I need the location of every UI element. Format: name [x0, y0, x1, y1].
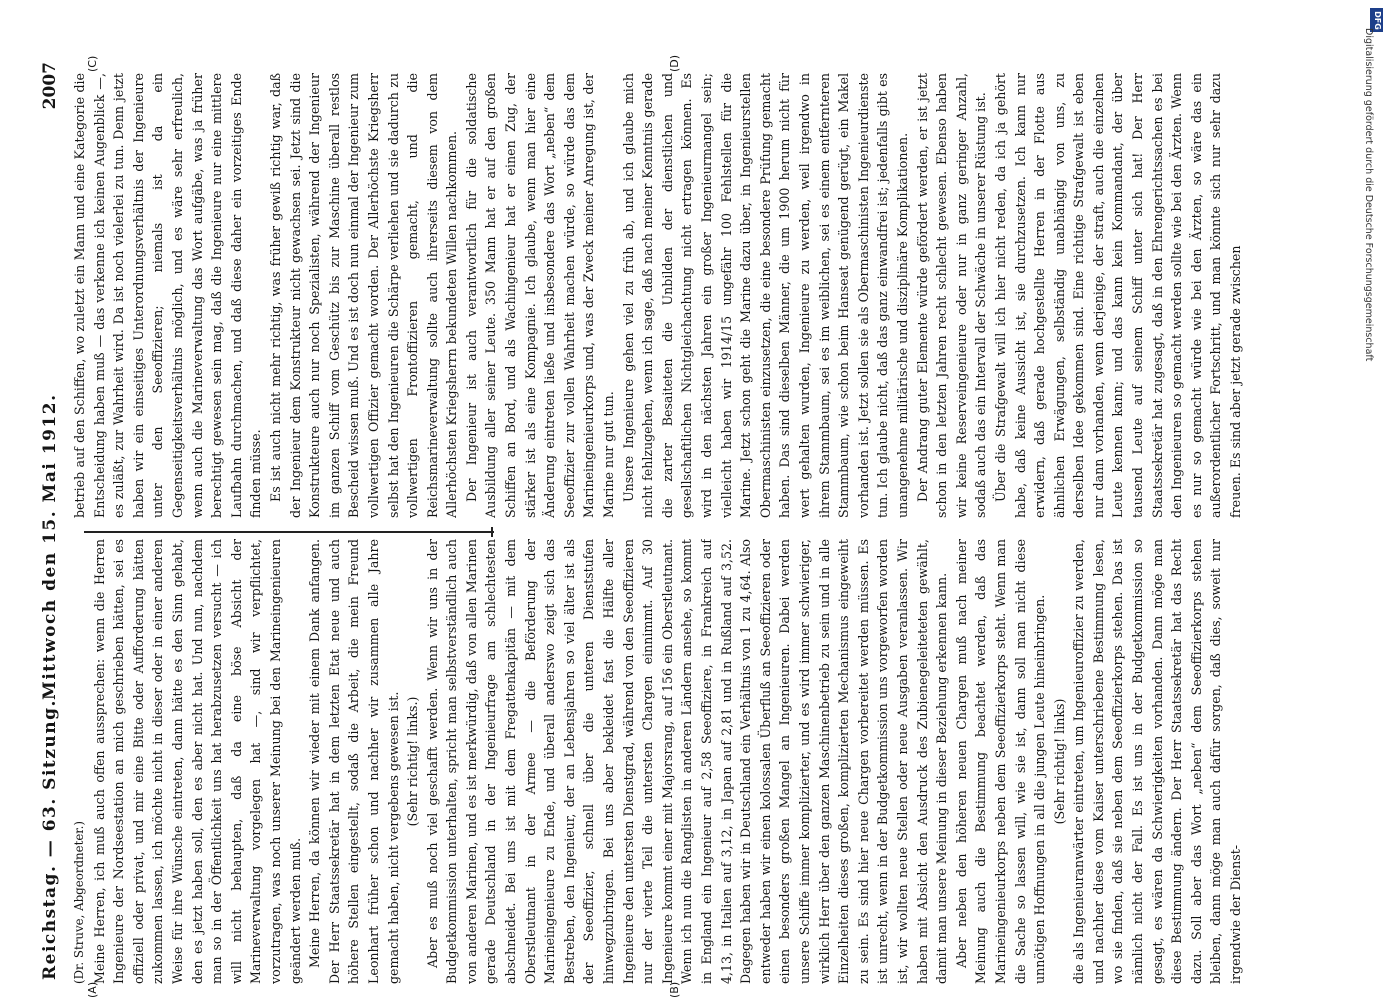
margin-marker-c: (C)	[86, 55, 99, 72]
right-column	[70, 73, 1270, 518]
margin-marker-d: (D)	[668, 54, 681, 72]
column-divider	[84, 531, 494, 533]
paragraph: Der Andrang guter Elemente würde gefördert werden, er ist jetzt schon in den letzten Jahren recht schlecht gewesen. Ebenso haben wir keine Reserveingenieure oder nur in ganz geringer Anzahl, sodaß auch das ein Intervall der Schwäche in unserer Rüstung ist.	[914, 73, 989, 518]
paragraph: die als Ingenieuranwärter eintreten, um Ingenieuroffizier zu werden, und nachher diese vom Kaiser unterschriebene Bestimmung lesen, wo sie finden, daß sie neben dem Seeoffizierkorps stehen. Das ist nämlich nicht der Fall. Es ist uns in der Budgetkommission so gesagt, es wären da Schwierigkeiten vorhanden. Dann möge man diese Bestimmung ändern. Der Herr Staatssekretär hat das Recht dazu. Soll aber das Wort „neben“ dem Seeoffizierkorps stehen bleiben, dann möge man auch dafür sorgen, daß dies, soweit nur irgendwie der Dienst-	[1071, 539, 1244, 984]
digitization-credit: Digitalisierung gefördert durch die Deutsche Forschungsgemeinschaft	[1363, 28, 1374, 362]
paragraph: Meine Herren, ich muß auch offen aussprechen: wenn die Herren Ingenieure der Nordseestation an mich geschrieben hätten, sei es offiziell oder privat, und mir eine Bitte oder Aufforderung hätten zukommen lassen, ich möchte nicht in dieser oder in einer anderen Weise für ihre Wünsche eintreten, dann hätte es den Sinn gehabt, den es jetzt haben soll, den es aber nicht hat. Und nun, nachdem man so in der Öffentlichkeit uns hat herabzusetzen versucht — ich will nicht behaupten, daß da eine böse Absicht der Marineverwaltung vorgelegen hat —, sind wir verpflichtet, vorzutragen, was noch unserer Meinung bei den Marineingenieuren geändert werden muß.	[91, 539, 303, 984]
left-column	[70, 539, 1270, 984]
paragraph: Aber neben den höheren neuen Chargen muß nach meiner Meinung auch die Bestimmung beachtet werden, daß das Marineingenieurkorps neben dem Seeoffizierkorps steht. Wenn man die Sache so lassen will, wie sie ist, dann soll man nicht diese unnötigen Hoffnungen in all die jungen Leute hineinbringen.	[953, 539, 1048, 984]
header-session-title: Reichstag. — 63. Sitzung.	[40, 699, 60, 980]
margin-marker-b: (B)	[668, 981, 681, 998]
page-header	[36, 60, 66, 1000]
page-number: 2007	[40, 62, 60, 110]
paragraph: Unsere Ingenieure gehen viel zu früh ab, und ich glaube mich nicht fehlzugehen, wenn ich sage, daß nach meiner Kenntnis gerade die zarter Besaiteten die Unbilden der dienstlichen und gesellschaftlichen Nichtgleichachtung nicht ertragen können. Es wird in den nächsten Jahren ein großer Ingenieurmangel sein; vielleicht haben wir 1914/15 ungefähr 100 Fehlstellen für die Marine. Jetzt schon geht die Marine dazu über, in Ingenieurstellen Obermaschinisten einzusetzen, die eine besondere Prüfung gemacht haben. Das sind dieselben Männer, die um 1900 herum nicht für wert gehalten wurden, Ingenieure zu werden, weil irgendwo in ihrem Stammbaum, sei es im weiblichen, sei es einem entfernteren Stammbaum, wie schon beim Hanseat genügend gerügt, ein Makel vorhanden ist. Jetzt sollen sie als Obermaschinisten Ingenieurdienste tun. Ich glaube nicht, daß das ganz einwandfrei ist; jedenfalls gibt es unangenehme militärische und disziplinäre Komplikationen.	[620, 73, 910, 518]
margin-marker-a: (A)	[86, 981, 99, 998]
paragraph: Meine Herren, da können wir wieder mit einem Dank anfangen. Der Herr Staatssekretär hat in dem letzten Etat neue und auch höhere Stellen eingestellt, sodaß die Arbeit, die mein Freund Leonhart früher schon und nachher wir zusammen alle Jahre gemacht haben, nicht vergebens gewesen ist.	[307, 539, 401, 984]
paragraph: Der Ingenieur ist auch verantwortlich für die soldatische Ausbildung aller seiner Leute. 350 Mann hat er auf den großen Schiffen an Bord, und als Wachingenieur hat er einen Zug, der stärker ist als eine Kompagnie. Ich glaube, wenn man hier eine Änderung eintreten ließe und insbesondere das Wort „neben“ dem Seeoffizier zur vollen Wahrheit machen würde, so würde das dem Marineingenieurkorps und, was der Zweck meiner Anregung ist, der Marine nur gut tun.	[463, 73, 617, 518]
interjection: (Sehr richtig! links)	[1051, 698, 1067, 825]
rotated-document-page	[36, 54, 1276, 1000]
dfg-logo-text: DFG	[1372, 10, 1382, 30]
header-date: Mittwoch den 15. Mai 1912.	[40, 393, 60, 700]
column-divider-end	[491, 527, 493, 537]
paragraph: Es ist auch nicht mehr richtig, was früher gewiß richtig war, daß der Ingenieur dem Konstrukteur nicht gewachsen sei. Jetzt sind die Konstrukteure auch nur noch Spezialisten, während der Ingenieur im ganzen Schiff vom Geschütz bis zur Maschine überall restlos Bescheid wissen muß. Und es ist doch nun einmal der Ingenieur zum vollwertigen Offizier gemacht worden. Der Allerhöchste Kriegsherr selbst hat den Ingenieuren die Schärpe verliehen und sie dadurch zu vollwertigen Frontoffizieren gemacht, und die Reichsmarineverwaltung sollte auch ihrerseits diesem von dem Allerhöchsten Kriegsherrn bekundeten Willen nachkommen.	[267, 73, 460, 518]
paragraph: Über die Strafgewalt will ich hier nicht reden, da ich ja gehört habe, daß keine Aussicht ist, sie durchzusetzen. Ich kann nur erwidern, daß gerade hochgestellte Herren in der Flotte aus ähnlichen Erwägungen, selbständig unabhängig von uns, zu derselben Idee gekommen sind. Eine richtige Strafgewalt ist eben nur dann vorhanden, wenn derjenige, der straft, auch die einzelnen Leute kennen kann; und das kann kein Kommandant, der über tausend Leute auf seinem Schiff unter sich hat! Der Herr Staatssekretär hat zugesagt, daß in den Ehrengerichtssachen es bei den Ingenieuren so gemacht werden sollte wie bei den Ärzten. Wenn es nur so gemacht würde wie bei den Ärzten, so wäre das ein außerordentlicher Fortschritt, und man könnte sich nur sehr dazu freuen. Es sind aber jetzt gerade zwischen	[992, 73, 1244, 518]
interjection: (Sehr richtig! links.)	[405, 696, 421, 827]
speaker-line: (Dr. Struve, Abgeordneter.)	[72, 820, 86, 984]
paragraph: betrieb auf den Schiffen, wo zuletzt ein Mann und eine Kategorie die Entscheidung haben muß — das verkenne ich keinen Augenblick —, es zuläßt, zur Wahrheit wird. Da ist noch vielerlei zu tun. Denn jetzt haben wir ein einseitiges Unterordnungsverhältnis der Ingenieure unter den Seeoffizieren; niemals ist da ein Gegenseitigkeitsverhältnis möglich, und es wäre sehr erfreulich, wenn auch die Marineverwaltung das Wort aufgäbe, was ja früher berechtigt gewesen sein mag, daß die Ingenieure nur eine mittlere Laufbahn durchmachen, und daß diese daher ein vorzeitiges Ende finden müsse.	[72, 73, 264, 518]
paragraph: Aber es muß noch viel geschafft werden. Wenn wir uns in der Budgetkommission unterhalten, spricht man selbstverständlich auch von anderen Marinen, und es ist merkwürdig, daß von allen Marinen gerade Deutschland in der Ingenieurfrage am schlechtesten abschneidet. Bei uns ist mit dem Fregattenkapitän — mit dem Oberstleutnant in der Armee — die Beförderung der Marineingenieure zu Ende, und überall anderswo zeigt sich das Bestreben, den Ingenieur, der an Lebensjahren so viel älter ist als der Seeoffizier, schnell über die unteren Dienststufen hinwegzubringen. Bei uns aber bekleidet fast die Hälfte aller Ingenieure den untersten Dienstgrad, während von den Seeoffizieren nur der vierte Teil die untersten Chargen einnimmt. Auf 30 Ingenieure kommt einer mit Majorsrang, auf 156 ein Oberstleutnant. Wenn ich nun die Ranglisten in anderen Ländern ansehe, so kommt in England ein Ingenieur auf 2,58 Seeoffiziere, in Frankreich auf 4,13, in Italien auf 3,12, in Japan auf 2,81 und in Rußland auf 3,52. Dagegen haben wir in Deutschland ein Verhältnis von 1 zu 4,64. Also entweder haben wir einen kolossalen Überfluß an Seeoffizieren oder einen besonders großen Mangel an Ingenieuren. Dabei werden unsere Schiffe immer komplizierter, und es wird immer schwieriger, wirklich Herr über den ganzen Maschinenbetrieb zu sein und in alle Einzelheiten dieses großen, komplizierten Mechanismus eingeweiht zu sein. Es sind hier neue Chargen vorbereitet werden müssen. Es ist unrecht, wenn in der Budgetkommission uns vorgeworfen worden ist, wir wollten neue Stellen oder neue Ausgaben veranlassen. Wir haben mit Absicht den Ausdruck des Zubienegeleiteteten gewählt, damit man unsere Meinung in dieser Beziehung erkennen kann.	[424, 539, 950, 984]
